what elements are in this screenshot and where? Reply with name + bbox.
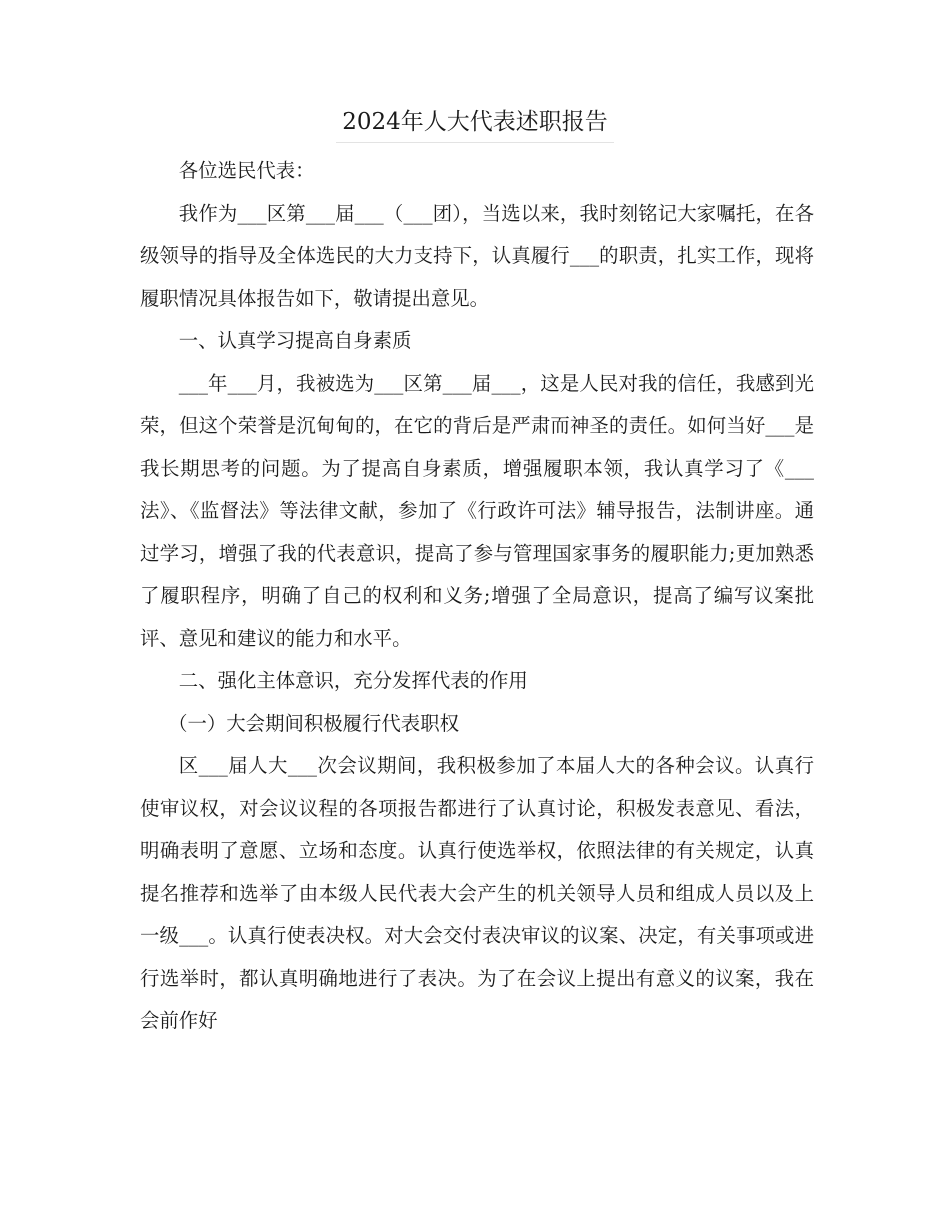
intro-paragraph: 我作为___区第___届___（___团），当选以来，我时刻铭记大家嘱托，在各级领导的指导及全体选民的大力支持下，认真履行___的职责，扎实工作，现将履职情况具体报告如下，敬请提出意见。 xyxy=(140,201,814,310)
document-title: 2024年人大代表述职报告 xyxy=(336,104,614,143)
document-body xyxy=(140,150,814,1043)
subsection-heading-1: （一）大会期间积极履行代表职权 xyxy=(168,711,459,735)
section-heading-1: 一、认真学习提高自身素质 xyxy=(178,329,412,352)
subsection-1-paragraph: 区___届人大___次会议期间，我积极参加了本届人大的各种会议。认真行使审议权，对会议议程的各项报告都进行了认真讨论，积极发表意见、看法，明确表明了意愿、立场和态度。认真行使选举权，依照法律的有关规定，认真提名推荐和选举了由本级人民代表大会产生的机关领导人员和组成人员以及上一级___。认真行使表决权。对大会交付表决审议的议案、决定，有关事项或进行选举时，都认真明确地进行了表决。为了在会议上提出有意义的议案，我在会前作好 xyxy=(140,754,814,1032)
section-1-paragraph: ___年___月，我被选为___区第___届___，这是人民对我的信任，我感到光荣，但这个荣誉是沉甸甸的，在它的背后是严肃而神圣的责任。如何当好___是我长期思考的问题。为了提高自身素质，增强履职本领，我认真学习了《___法》、《监督法》等法律文献，参加了《行政许可法》辅导报告，法制讲座。通过学习，增强了我的代表意识，提高了参与管理国家事务的履职能力;更加熟悉了履职程序，明确了自己的权利和义务;增强了全局意识，提高了编写议案批评、意见和建议的能力和水平。 xyxy=(140,371,814,650)
salutation: 各位选民代表： xyxy=(178,159,315,182)
document-title-wrap xyxy=(0,104,950,143)
section-heading-2: 二、强化主体意识，充分发挥代表的作用 xyxy=(178,669,528,692)
